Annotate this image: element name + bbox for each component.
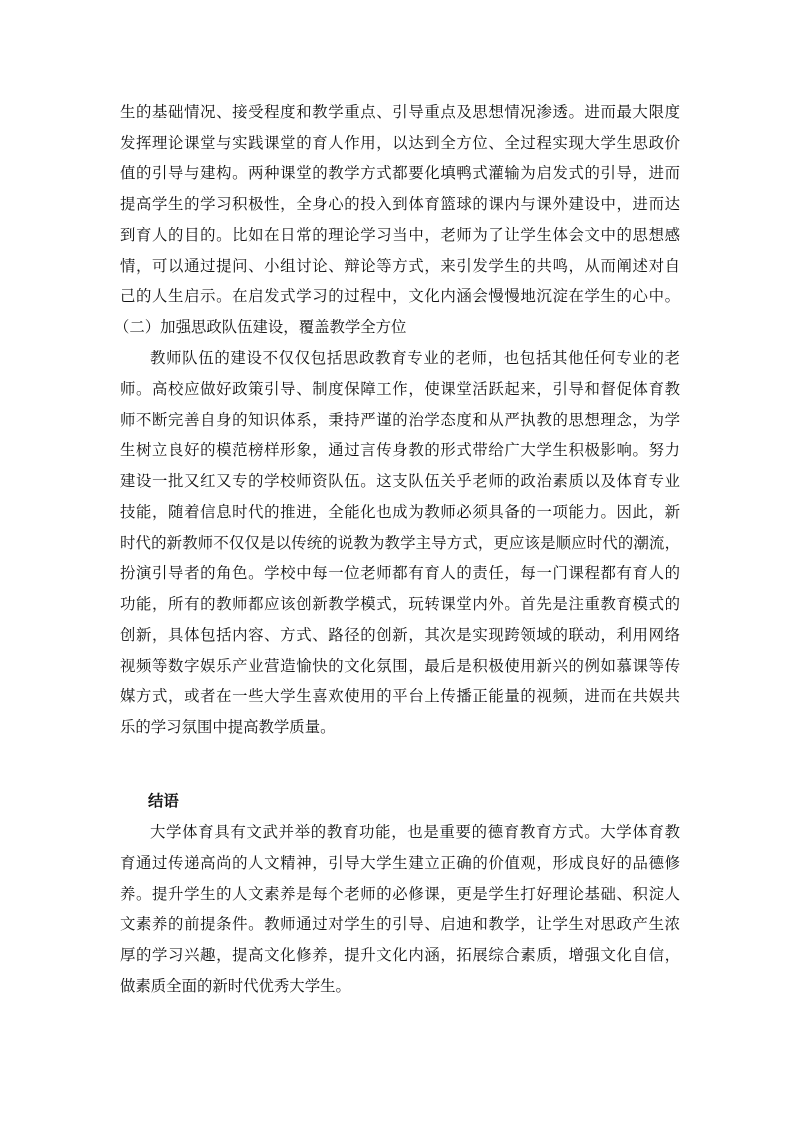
text-line: 发挥理论课堂与实践课堂的育人作用，以达到全方位、全过程实现大学生思政价: [120, 134, 680, 152]
text-line: 扮演引导者的角色。学校中每一位老师都有育人的责任，每一门课程都有育人的: [120, 564, 680, 582]
text-line: 乐的学习氛围中提高教学质量。: [120, 718, 336, 736]
text-line: 养。提升学生的人文素养是每个老师的必修课，更是学生打好理论基础、积淀人: [120, 885, 680, 903]
text-line: 大学体育具有文武并举的教育功能，也是重要的德育教育方式。大学体育教: [150, 823, 680, 841]
text-line: 建设一批又红又专的学校师资队伍。这支队伍关乎老师的政治素质以及体育专业: [120, 472, 680, 490]
section-heading: （二）加强思政队伍建设，覆盖教学全方位: [114, 318, 407, 336]
text-line: 文素养的前提条件。教师通过对学生的引导、启迪和教学，让学生对思政产生浓: [120, 915, 680, 933]
text-line: 视频等数字娱乐产业营造愉快的文化氛围，最后是积极使用新兴的例如慕课等传: [120, 657, 680, 675]
text-line: 生的基础情况、接受程度和教学重点、引导重点及思想情况渗透。进而最大限度: [120, 103, 680, 121]
text-line: 功能，所有的教师都应该创新教学模式，玩转课堂内外。首先是注重教育模式的: [120, 595, 680, 613]
text-line: 情，可以通过提问、小组讨论、辩论等方式，来引发学生的共鸣，从而阐述对自: [120, 257, 680, 275]
text-line: 创新，具体包括内容、方式、路径的创新，其次是实现跨领域的联动，利用网络: [120, 626, 680, 644]
text-line: 时代的新教师不仅仅是以传统的说教为教学主导方式，更应该是顺应时代的潮流，: [120, 534, 680, 552]
text-line: 技能，随着信息时代的推进，全能化也成为教师必须具备的一项能力。因此，新: [120, 503, 680, 521]
text-line: 生树立良好的模范榜样形象，通过言传身教的形式带给广大学生积极影响。努力: [120, 441, 680, 459]
text-line: 师。高校应做好政策引导、制度保障工作，使课堂活跃起来，引导和督促体育教: [120, 380, 680, 398]
text-line: 己的人生启示。在启发式学习的过程中，文化内涵会慢慢地沉淀在学生的心中。: [120, 287, 680, 305]
text-line: 做素质全面的新时代优秀大学生。: [120, 977, 351, 995]
text-line: 师不断完善自身的知识体系，秉持严谨的治学态度和从严执教的思想理念，为学: [120, 411, 680, 429]
text-line: 到育人的目的。比如在日常的理论学习当中，老师为了让学生体会文中的思想感: [120, 226, 680, 244]
text-line: 提高学生的学习积极性，全身心的投入到体育篮球的课内与课外建设中，进而达: [120, 195, 680, 213]
text-line: 厚的学习兴趣，提高文化修养，提升文化内涵，拓展综合素质，增强文化自信，: [120, 946, 680, 964]
text-line: 育通过传递高尚的人文精神，引导大学生建立正确的价值观，形成良好的品德修: [120, 854, 680, 872]
conclusion-heading: 结语: [148, 792, 179, 810]
text-line: 媒方式，或者在一些大学生喜欢使用的平台上传播正能量的视频，进而在共娱共: [120, 687, 680, 705]
text-line: 教师队伍的建设不仅仅包括思政教育专业的老师，也包括其他任何专业的老: [150, 349, 680, 367]
text-line: 值的引导与建构。两种课堂的教学方式都要化填鸭式灌输为启发式的引导，进而: [120, 164, 680, 182]
